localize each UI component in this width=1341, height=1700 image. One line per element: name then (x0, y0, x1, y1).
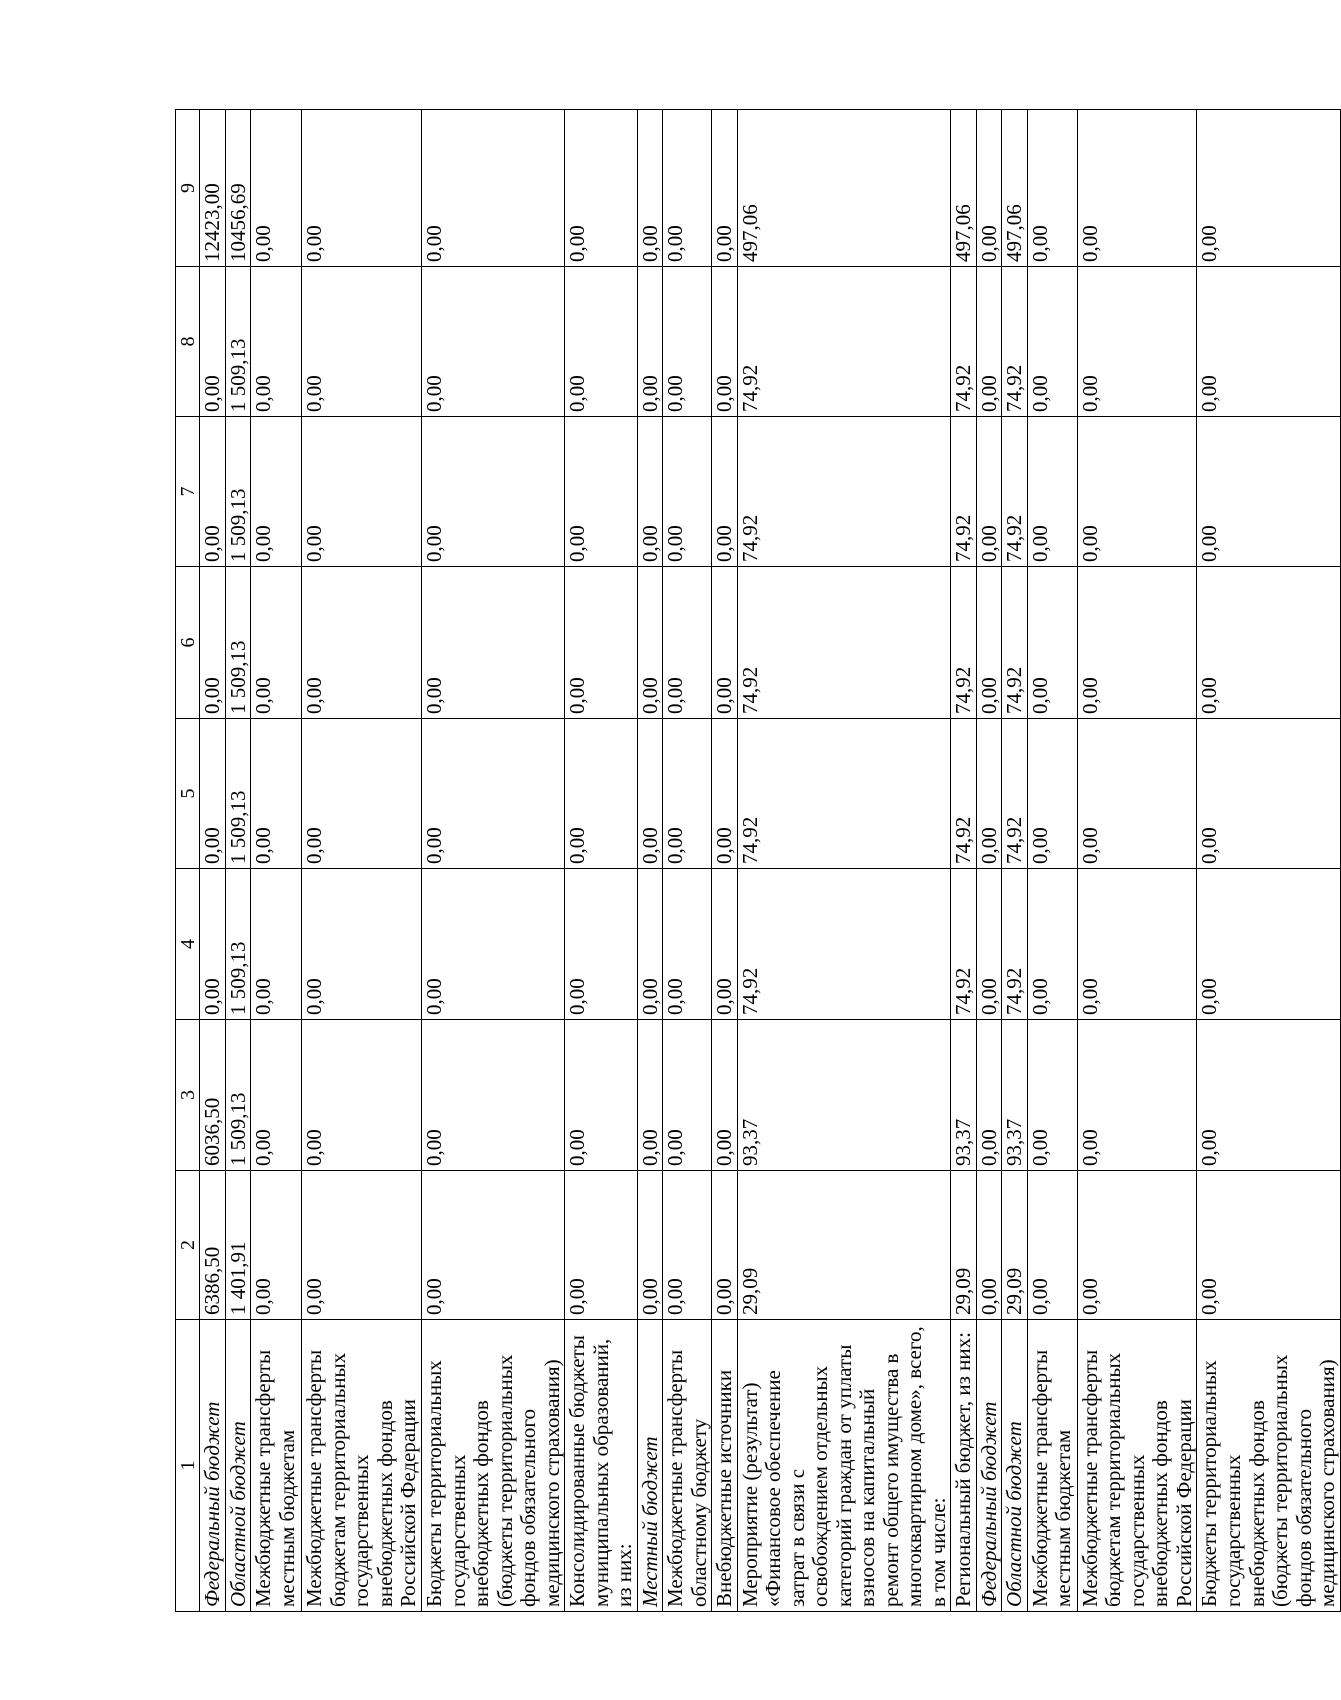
cell-value: 0,00 (1077, 719, 1197, 869)
cell-value: 497,06 (737, 110, 951, 267)
cell-value: 74,92 (951, 567, 977, 719)
cell-value: 0,00 (637, 1020, 663, 1171)
cell-value: 0,00 (200, 567, 226, 719)
cell-value: 0,00 (976, 1171, 1002, 1320)
cell-value: 0,00 (1197, 267, 1340, 417)
row-label: Межбюджетные трансферты бюджетам территориальных государственных внебюджетных фондов Российской Федерации (302, 1320, 422, 1612)
cell-value: 0,00 (1197, 1020, 1340, 1171)
cell-value: 0,00 (1027, 267, 1077, 417)
header-row (176, 110, 200, 1612)
cell-value: 0,00 (1027, 417, 1077, 567)
cell-value: 497,06 (1002, 110, 1028, 267)
cell-value: 74,92 (737, 719, 951, 869)
cell-value: 0,00 (422, 1171, 565, 1320)
cell-value: 0,00 (976, 267, 1002, 417)
cell-value: 0,00 (1077, 267, 1197, 417)
row-label: Региональный бюджет, из них: (951, 1320, 977, 1612)
cell-value: 0,00 (637, 1171, 663, 1320)
cell-value: 0,00 (976, 869, 1002, 1020)
cell-value: 93,37 (1002, 1020, 1028, 1171)
cell-value: 0,00 (663, 869, 712, 1020)
table-row (637, 110, 663, 1612)
cell-value: 0,00 (712, 110, 738, 267)
cell-value: 74,92 (737, 267, 951, 417)
cell-value: 1 509,13 (225, 719, 251, 869)
cell-value: 0,00 (565, 267, 638, 417)
cell-value: 0,00 (976, 1020, 1002, 1171)
cell-value: 0,00 (712, 1171, 738, 1320)
cell-value: 12423,00 (200, 110, 226, 267)
table-row (1027, 110, 1077, 1612)
table-row (1197, 110, 1340, 1612)
cell-value: 0,00 (565, 1171, 638, 1320)
cell-value: 1 509,13 (225, 267, 251, 417)
column-header: 7 (176, 417, 200, 567)
cell-value: 0,00 (1077, 1171, 1197, 1320)
table-row (422, 110, 565, 1612)
row-label: Областной бюджет (225, 1320, 251, 1612)
table-row (200, 110, 226, 1612)
cell-value: 0,00 (302, 417, 422, 567)
cell-value: 0,00 (251, 1171, 302, 1320)
row-label: Мероприятие (результат) «Финансовое обеспечение затрат в связи с освобождением отдельных категорий граждан от уплаты взносов на капитальный ремонт общего имущества в многоквартирном доме», всего, в том числе: (737, 1320, 951, 1612)
cell-value: 0,00 (663, 1020, 712, 1171)
cell-value: 1 509,13 (225, 1020, 251, 1171)
cell-value: 0,00 (976, 417, 1002, 567)
cell-value: 0,00 (565, 1020, 638, 1171)
cell-value: 0,00 (1077, 567, 1197, 719)
row-label: Внебюджетные источники (712, 1320, 738, 1612)
cell-value: 29,09 (1002, 1171, 1028, 1320)
budget-table (175, 109, 1341, 1612)
cell-value: 0,00 (251, 110, 302, 267)
row-label: Межбюджетные трансферты местным бюджетам (251, 1320, 302, 1612)
cell-value: 0,00 (712, 567, 738, 719)
cell-value: 1 509,13 (225, 869, 251, 1020)
cell-value: 0,00 (1077, 1020, 1197, 1171)
cell-value: 0,00 (200, 267, 226, 417)
cell-value: 0,00 (200, 719, 226, 869)
cell-value: 0,00 (1077, 869, 1197, 1020)
row-label: Бюджеты территориальных государственных внебюджетных фондов (бюджеты территориальных фондов обязательного медицинского страхования) (1197, 1320, 1340, 1612)
cell-value: 93,37 (737, 1020, 951, 1171)
cell-value: 0,00 (1197, 110, 1340, 267)
table-row (1077, 110, 1197, 1612)
cell-value: 0,00 (712, 719, 738, 869)
cell-value: 74,92 (1002, 417, 1028, 567)
cell-value: 0,00 (422, 417, 565, 567)
row-label: Консолидированные бюджеты муниципальных образований, из них: (565, 1320, 638, 1612)
cell-value: 1 401,91 (225, 1171, 251, 1320)
cell-value: 0,00 (422, 110, 565, 267)
cell-value: 0,00 (1027, 719, 1077, 869)
cell-value: 0,00 (1027, 1171, 1077, 1320)
cell-value: 0,00 (976, 567, 1002, 719)
cell-value: 0,00 (1197, 869, 1340, 1020)
table-row (737, 110, 951, 1612)
table-row (1002, 110, 1028, 1612)
rotated-table-wrapper (175, 110, 1340, 1612)
cell-value: 0,00 (1077, 110, 1197, 267)
column-header: 5 (176, 719, 200, 869)
cell-value: 29,09 (951, 1171, 977, 1320)
column-header: 3 (176, 1020, 200, 1171)
column-header: 2 (176, 1171, 200, 1320)
cell-value: 0,00 (637, 719, 663, 869)
cell-value: 0,00 (1197, 1171, 1340, 1320)
cell-value: 29,09 (737, 1171, 951, 1320)
table-row (251, 110, 302, 1612)
cell-value: 74,92 (1002, 567, 1028, 719)
cell-value: 0,00 (302, 267, 422, 417)
table-row (225, 110, 251, 1612)
table-row (663, 110, 712, 1612)
cell-value: 74,92 (737, 567, 951, 719)
cell-value: 0,00 (976, 719, 1002, 869)
cell-value: 0,00 (302, 719, 422, 869)
cell-value: 0,00 (1197, 719, 1340, 869)
cell-value: 0,00 (663, 267, 712, 417)
cell-value: 0,00 (200, 417, 226, 567)
row-label: Областной бюджет (1002, 1320, 1028, 1612)
table-row (302, 110, 422, 1612)
column-header: 4 (176, 869, 200, 1020)
cell-value: 0,00 (712, 267, 738, 417)
cell-value: 0,00 (422, 869, 565, 1020)
cell-value: 497,06 (951, 110, 977, 267)
cell-value: 74,92 (1002, 719, 1028, 869)
cell-value: 0,00 (422, 1020, 565, 1171)
row-label: Бюджеты территориальных государственных внебюджетных фондов (бюджеты территориальных фондов обязательного медицинского страхования) (422, 1320, 565, 1612)
cell-value: 74,92 (951, 869, 977, 1020)
cell-value: 1 509,13 (225, 567, 251, 719)
cell-value: 0,00 (712, 869, 738, 1020)
cell-value: 0,00 (251, 417, 302, 567)
cell-value: 0,00 (422, 567, 565, 719)
cell-value: 0,00 (565, 110, 638, 267)
column-header: 6 (176, 567, 200, 719)
cell-value: 0,00 (251, 1020, 302, 1171)
cell-value: 0,00 (422, 267, 565, 417)
cell-value: 0,00 (976, 110, 1002, 267)
cell-value: 0,00 (302, 869, 422, 1020)
cell-value: 0,00 (637, 110, 663, 267)
cell-value: 0,00 (637, 267, 663, 417)
cell-value: 0,00 (565, 719, 638, 869)
cell-value: 0,00 (663, 567, 712, 719)
table-row (976, 110, 1002, 1612)
cell-value: 0,00 (637, 567, 663, 719)
cell-value: 0,00 (712, 1020, 738, 1171)
column-header: 1 (176, 1320, 200, 1612)
column-header: 8 (176, 267, 200, 417)
cell-value: 0,00 (1027, 110, 1077, 267)
cell-value: 0,00 (1027, 567, 1077, 719)
column-header: 9 (176, 110, 200, 267)
cell-value: 0,00 (302, 1020, 422, 1171)
cell-value: 74,92 (1002, 267, 1028, 417)
row-label: Межбюджетные трансферты местным бюджетам (1027, 1320, 1077, 1612)
table-body (176, 110, 1341, 1612)
cell-value: 0,00 (637, 417, 663, 567)
cell-value: 6036,50 (200, 1020, 226, 1171)
cell-value: 10456,69 (225, 110, 251, 267)
cell-value: 1 509,13 (225, 417, 251, 567)
cell-value: 74,92 (951, 417, 977, 567)
table-row (951, 110, 977, 1612)
cell-value: 0,00 (251, 267, 302, 417)
cell-value: 0,00 (1197, 417, 1340, 567)
cell-value: 0,00 (663, 110, 712, 267)
cell-value: 0,00 (251, 869, 302, 1020)
cell-value: 0,00 (251, 567, 302, 719)
cell-value: 74,92 (1002, 869, 1028, 1020)
cell-value: 6386,50 (200, 1171, 226, 1320)
cell-value: 0,00 (302, 567, 422, 719)
row-label: Федеральный бюджет (200, 1320, 226, 1612)
cell-value: 0,00 (663, 719, 712, 869)
cell-value: 74,92 (951, 267, 977, 417)
cell-value: 0,00 (565, 869, 638, 1020)
cell-value: 0,00 (663, 1171, 712, 1320)
row-label: Межбюджетные трансферты бюджетам территориальных государственных внебюджетных фондов Российской Федерации (1077, 1320, 1197, 1612)
cell-value: 0,00 (565, 417, 638, 567)
cell-value: 0,00 (302, 1171, 422, 1320)
cell-value: 0,00 (422, 719, 565, 869)
cell-value: 0,00 (663, 417, 712, 567)
cell-value: 0,00 (565, 567, 638, 719)
row-label: Федеральный бюджет (976, 1320, 1002, 1612)
cell-value: 0,00 (1027, 1020, 1077, 1171)
cell-value: 74,92 (737, 869, 951, 1020)
cell-value: 0,00 (1027, 869, 1077, 1020)
cell-value: 0,00 (712, 417, 738, 567)
table-row (565, 110, 638, 1612)
cell-value: 0,00 (302, 110, 422, 267)
table-row (712, 110, 738, 1612)
cell-value: 74,92 (951, 719, 977, 869)
cell-value: 0,00 (1077, 417, 1197, 567)
row-label: Межбюджетные трансферты областному бюджету (663, 1320, 712, 1612)
cell-value: 0,00 (200, 869, 226, 1020)
cell-value: 93,37 (951, 1020, 977, 1171)
cell-value: 74,92 (737, 417, 951, 567)
cell-value: 0,00 (1197, 567, 1340, 719)
row-label: Местный бюджет (637, 1320, 663, 1612)
cell-value: 0,00 (637, 869, 663, 1020)
cell-value: 0,00 (251, 719, 302, 869)
